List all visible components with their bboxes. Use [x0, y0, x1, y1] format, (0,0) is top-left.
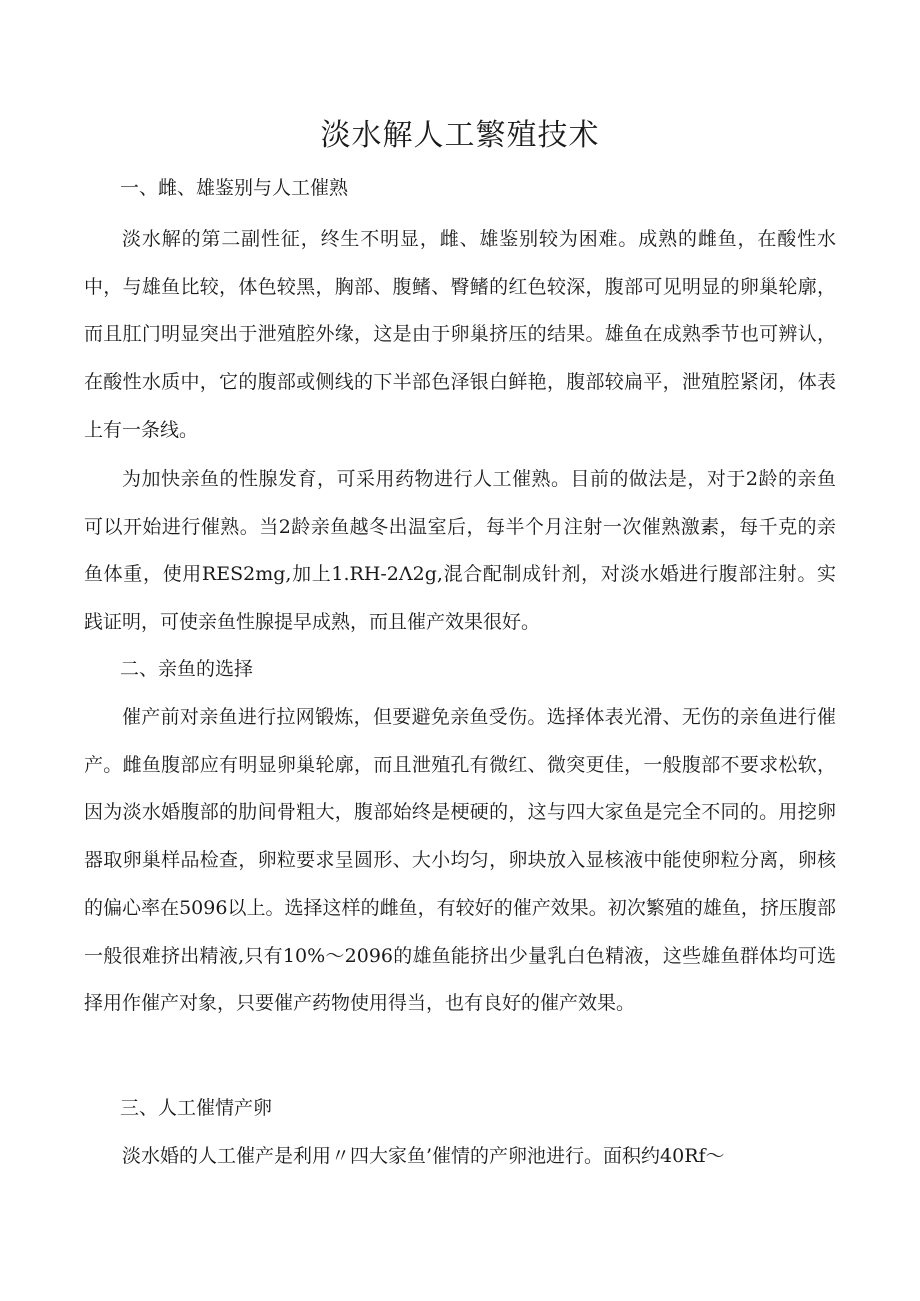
paragraph: 淡水婚的人工催产是利用〃四大家鱼’催情的产卵池进行。面积约40Rf～: [122, 1145, 725, 1167]
section-heading-1: 一、雌、雄鉴别与人工催熟: [120, 177, 349, 199]
document-title: 淡水解人工繁殖技术: [320, 118, 600, 153]
section-heading-2: 二、亲鱼的选择: [120, 658, 254, 680]
paragraph: 为加快亲鱼的性腺发育，可采用药物进行人工催熟。目前的做法是，对于2龄的亲鱼可以开始进行催熟。当2龄亲鱼越冬出温室后，每半个月注射一次催熟激素，每千克的亲鱼体重，使用RES2mg,加上1.RH-2Λ2g,混合配制成针剂，对淡水婚进行腹部注射。实践证明，可使亲鱼性腺提早成熟，而且催产效果很好。: [84, 468, 836, 634]
paragraph: 淡水解的第二副性征，终生不明显，雌、雄鉴别较为困难。成熟的雌鱼，在酸性水中，与雄鱼比较，体色较黑，胸部、腹鳍、臀鳍的红色较深，腹部可见明显的卵巢轮廓，而且肛门明显突出于泄殖腔外缘，这是由于卵巢挤压的结果。雄鱼在成熟季节也可辨认，在酸性水质中，它的腹部或侧线的下半部色泽银白鲜艳，腹部较扁平，泄殖腔紧闭，体表上有一条线。: [84, 228, 836, 441]
paragraph: 催产前对亲鱼进行拉网锻炼，但要避免亲鱼受伤。选择体表光滑、无伤的亲鱼进行催产。雌鱼腹部应有明显卵巢轮廓，而且泄殖孔有微红、微突更佳，一般腹部不要求松软，因为淡水婚腹部的肋间骨粗大，腹部始终是梗硬的，这与四大家鱼是完全不同的。用挖卵器取卵巢样品检查，卵粒要求呈圆形、大小均匀，卵块放入显核液中能使卵粒分离，卵核的偏心率在5096以上。选择这样的雌鱼，有较好的催产效果。初次繁殖的雄鱼，挤压腹部一般很难挤出精液,只有10%～2096的雄鱼能挤出少量乳白色精液，这些雄鱼群体均可选择用作催产对象，只要催产药物使用得当，也有良好的催产效果。: [84, 706, 836, 1015]
section-heading-3: 三、人工催情产卵: [120, 1097, 273, 1119]
